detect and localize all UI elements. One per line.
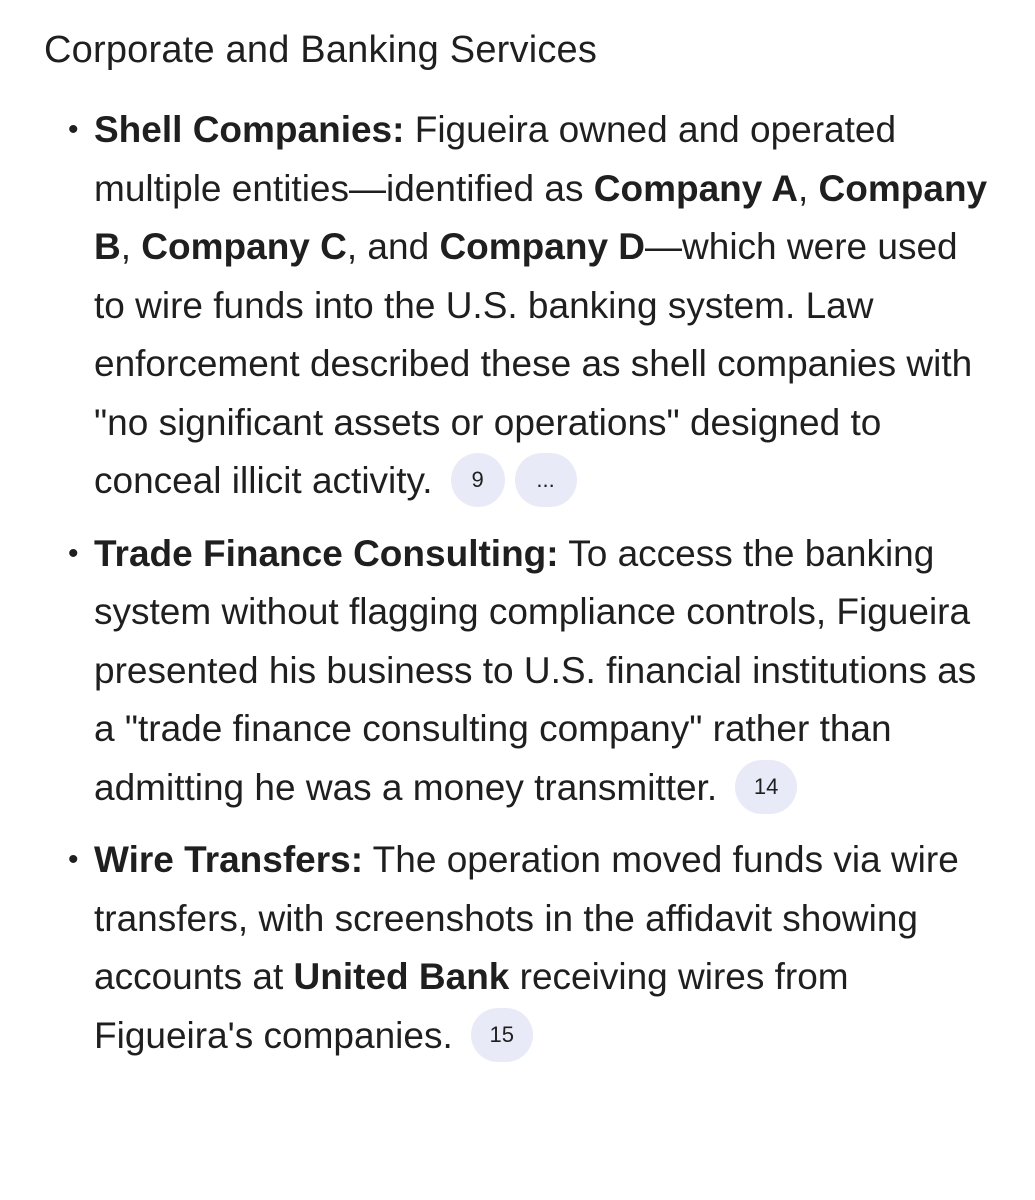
list-item-wire-transfers [0,831,1035,1065]
item-label: Shell Companies: [94,109,405,150]
bullet-list [0,101,1035,1079]
item-text: The operation moved funds via wire transfers, with screenshots in the affidavit showing accounts at [94,839,959,997]
bold-entity: Company A [593,167,798,209]
citation-chip[interactable]: 9 [451,453,505,507]
item-text: —which were used to wire funds into the U.S. banking system. Law enforcement described these as shell companies with "no significant assets or operations" designed to conceal illicit activity. [94,226,973,501]
more-citations-chip[interactable]: ... [515,453,577,507]
item-text: Figueira owned and operated multiple entities—identified as [94,109,897,209]
bold-entity: Company C [141,226,347,267]
item-text: , and [346,226,440,267]
section-heading: Corporate and Banking Services [44,29,598,71]
bullet-icon: • [68,843,79,876]
bold-entity: Company D [439,226,646,267]
list-item-trade-finance [0,525,1035,818]
item-label: Trade Finance Consulting: [94,532,559,574]
bold-entity: United Bank [293,956,510,997]
item-text: receiving wires from Figueira's companies. [94,956,849,1056]
bold-entity: Company B [94,167,988,267]
bullet-icon: • [68,113,79,146]
list-item-shell-companies [0,101,1035,511]
bullet-icon: • [68,536,79,570]
item-text: , [120,226,142,267]
citation-chip[interactable]: 15 [471,1008,533,1062]
item-text: To access the banking system without flagging compliance controls, Figueira presented his business to U.S. financial institutions as a "trade finance consulting company" rather than admitting he was a money transmitter. [94,532,977,808]
item-label: Wire Transfers: [94,839,364,880]
citation-chip[interactable]: 14 [735,760,797,814]
item-text: , [797,167,819,209]
